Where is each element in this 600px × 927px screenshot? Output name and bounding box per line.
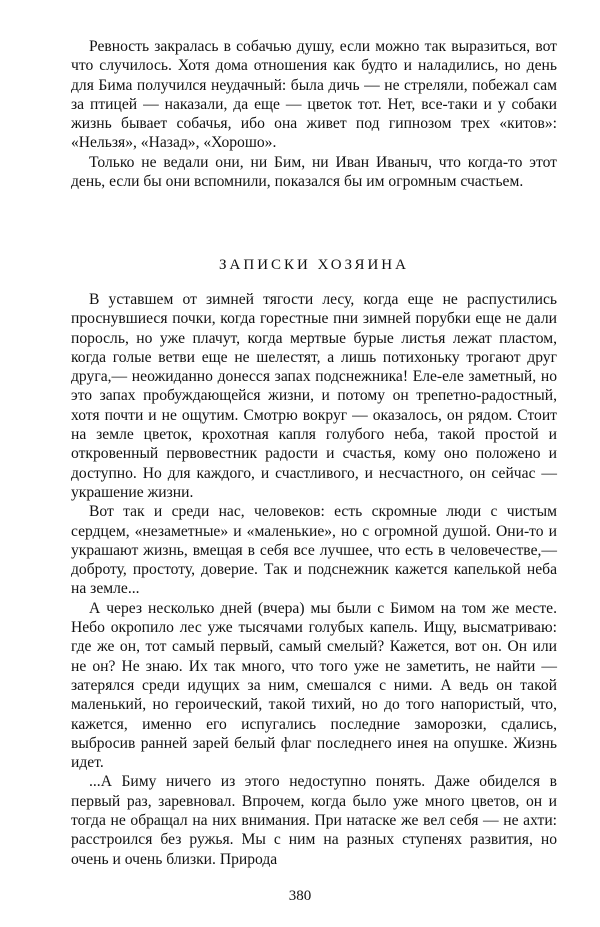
paragraph-people: Вот так и среди нас, человеков: есть скромные люди с чистым сердцем, «незаметные» и «маленькие», но с огромной душой. Они-то и украшают жизнь, вмещая в себя все лучшее, что есть в человечестве,— доброту, простоту, доверие. Так и подснежник кажется капелькой неба на земле... (71, 503, 557, 598)
paragraph-happiness: Только не ведали они, ни Бим, ни Иван Иваныч, что когда-то этот день, если бы они вспомнили, показался бы им огромным счастьем. (71, 153, 557, 191)
text-section-opening (71, 37, 557, 191)
page-number: 380 (288, 888, 312, 904)
paragraph-snowdrop: В уставшем от зимней тягости лесу, когда еще не распустились проснувшиеся почки, когда горестные пни зимней порубки еще не дали поросль, но уже плачут, когда мертвые бурые листья лежат пластом, когда голые ветви еще не шелестят, а лишь потихоньку трогают друг друга,— неожиданно донесся запах подснежника! Еле-еле заметный, но это запах пробуждающейся жизни, и потому он трепетно-радостный, хотя почти и не ощутим. Смотрю вокруг — оказалось, он рядом. Стоит на земле цветок, крохотная капля голубого неба, такой простой и откровенный первовестник радости и счастья, кому оно положено и доступно. Но для каждого, и счастливого, и несчастного, он сейчас — украшение жизни. (71, 291, 557, 501)
paragraph-few-days-later: А через несколько дней (вчера) мы были с Бимом на том же месте. Небо окропило лес уже тысячами голубых капель. Ищу, высматриваю: где же он, тот самый первый, самый смелый? Кажется, вот он. Он или не он? Не знаю. Их так много, что того уже не заметить, не найти — затерялся среди идущих за ним, смешался с ними. А ведь он такой маленький, но героический, такой тихий, но до того напористый, что, кажется, именно его испугались последние заморозки, сдались, выбросив ранней зарей белый флаг последнего инея на опушке. Жизнь идет. (71, 599, 557, 772)
chapter-heading: ЗАПИСКИ ХОЗЯИНА (219, 257, 409, 273)
text-section-notes (71, 290, 557, 869)
paragraph-bim: ...А Биму ничего из этого недоступно понять. Даже обиделся в первый раз, заревновал. Впрочем, когда было уже много цветов, он и тогда не обращал на них внимания. При натаске же вел себя — не ахти: расстроился без ружья. Мы с ним на разных ступенях развития, но очень и очень близки. Природа (71, 773, 557, 868)
paragraph-jealousy: Ревность закралась в собачью душу, если можно так выразиться, вот что случилось. Хотя дома отношения как будто и наладились, но день для Бима получился неудачный: была дичь — не стреляли, побежал сам за птицей — наказали, да еще — цветок тот. Нет, все-таки и у собаки жизнь бывает собачья, ибо она живет под гипнозом трех «китов»: «Нельзя», «Назад», «Хорошо». (71, 38, 557, 152)
